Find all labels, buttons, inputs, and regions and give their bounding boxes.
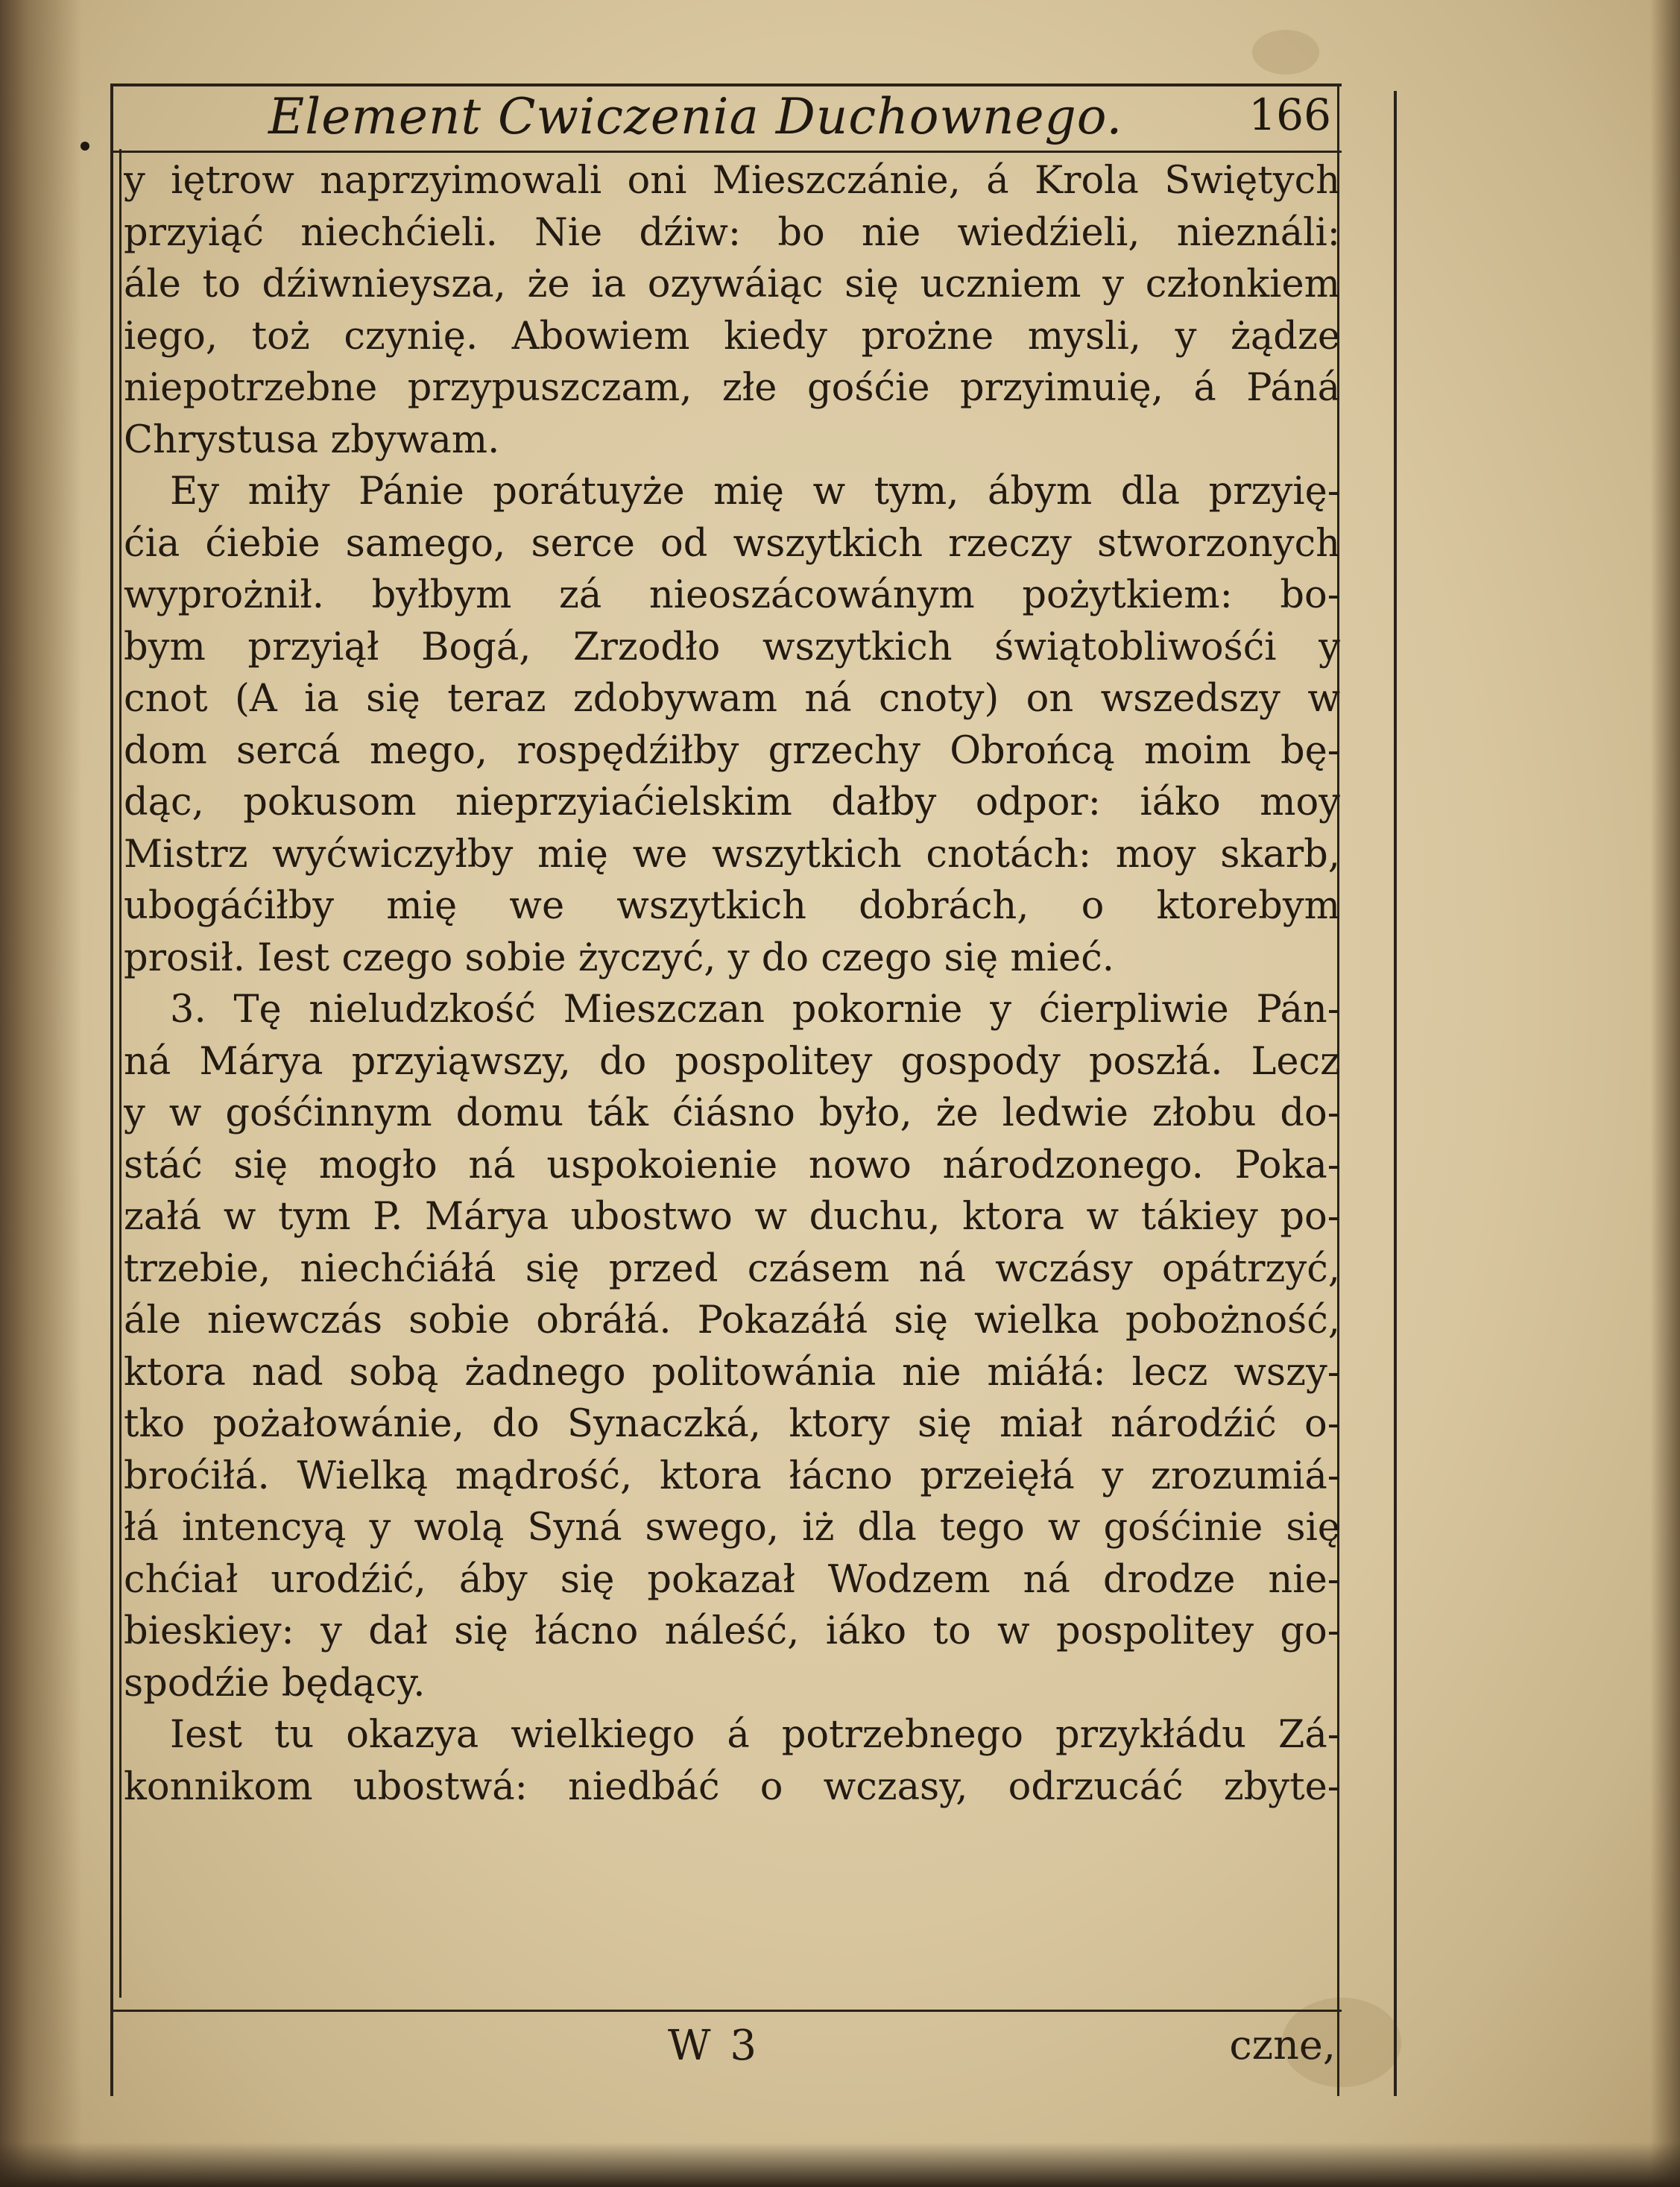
text-line: Mistrz wyćwiczyłby mię we wszytkich cnotách: moy skarb, [124, 832, 1340, 877]
catchword: czne, [1229, 2022, 1336, 2068]
body-text [124, 155, 1340, 1813]
text-line: ále niewczás sobie obráłá. Pokazáłá się wielka pobożność, [124, 1298, 1340, 1342]
text-line: bym przyiął Bogá, Zrzodło wszytkich świątobliwośći y [124, 625, 1340, 669]
text-line: przyiąć niechćieli. Nie dźiw: bo nie wiedźieli, nieználi: [124, 210, 1340, 255]
text-line: łá intencyą y wolą Syná swego, iż dla tego w gośćinie się [124, 1506, 1340, 1550]
header-rule [110, 151, 1342, 153]
margin-ink-dot [80, 142, 89, 151]
text-line: tko pożałowánie, do Synaczká, ktory się miał národźić o- [124, 1402, 1340, 1446]
text-line: Chrystusa zbywam. [124, 417, 500, 462]
text-line: Ey miły Pánie porátuyże mię w tym, ábym dla przyię- [170, 470, 1340, 514]
text-line: ále to dźiwnieysza, że ia ozywáiąc się uczniem y członkiem [124, 262, 1340, 306]
text-line: prosił. Iest czego sobie życzyć, y do czego się mieć. [124, 935, 1114, 980]
text-line: spodźie będący. [124, 1661, 426, 1705]
text-line: trzebie, niechćiáłá się przed czásem ná wczásy opátrzyć, [124, 1246, 1340, 1291]
text-line: cnot (A ia się teraz zdobywam ná cnoty) on wszedszy w [124, 677, 1340, 721]
text-line: załá w tym P. Márya ubostwo w duchu, ktora w tákiey po- [124, 1195, 1340, 1239]
text-line: dom sercá mego, rospędźiłby grzechy Obrońcą moim bę- [124, 728, 1340, 773]
text-line: y w gośćinnym domu ták ćiásno było, że ledwie złobu do- [124, 1091, 1340, 1135]
inner-left-rule [119, 149, 121, 1998]
text-line: niepotrzebne przypuszczam, złe gośćie przyimuię, á Páná [124, 366, 1340, 410]
text-line: wyprożnił. byłbym zá nieoszácowánym pożytkiem: bo- [124, 573, 1340, 617]
text-line: 3. Tę nieludzkość Mieszczan pokornie y ćierpliwie Pán- [170, 988, 1340, 1032]
spine-shadow [0, 0, 82, 2187]
page-edge-right [1650, 0, 1680, 2187]
text-line: bieskiey: y dał się łácno náleść, iáko to w pospolitey go- [124, 1609, 1340, 1653]
text-line: ktora nad sobą żadnego politowánia nie miáłá: lecz wszy- [124, 1350, 1340, 1395]
signature-mark: W 3 [668, 2022, 760, 2070]
page-edge-bottom [0, 2142, 1680, 2187]
text-line: iego, toż czynię. Abowiem kiedy prożne mysli, y żądze [124, 314, 1340, 359]
page-number: 166 [1248, 89, 1331, 140]
footer-rule [110, 2010, 1342, 2012]
text-line: chćiał urodźić, áby się pokazał Wodzem ná drodze nie- [124, 1557, 1340, 1602]
text-line: Iest tu okazya wielkiego á potrzebnego przykłádu Zá- [170, 1713, 1340, 1757]
left-frame-rule [110, 83, 113, 2096]
text-line: ná Márya przyiąwszy, do pospolitey gospody poszłá. Lecz [124, 1039, 1340, 1084]
text-line: y iętrow naprzyimowali oni Mieszczánie, á Krola Swiętych [124, 159, 1340, 203]
text-line: broćiłá. Wielką mądrość, ktora łácno przeięłá y zrozumiá- [124, 1454, 1340, 1498]
text-line: konnikom ubostwá: niedbáć o wczasy, odrzucáć zbyte- [124, 1764, 1340, 1809]
page-header [157, 88, 1342, 148]
paper-stain [1252, 30, 1319, 75]
page-footer [124, 2022, 1340, 2081]
text-line: dąc, pokusom nieprzyiaćielskim dałby odpor: iáko moy [124, 780, 1340, 824]
text-line: ćia ćiebie samego, serce od wszytkich rzeczy stworzonych [124, 521, 1340, 566]
running-title: Element Cwiczenia Duchownego. [268, 88, 1123, 145]
top-rule [110, 83, 1342, 86]
text-line: ubogáćiłby mię we wszytkich dobrách, o ktorebym [124, 884, 1340, 928]
text-line: stáć się mogło ná uspokoienie nowo národzonego. Poka- [124, 1143, 1340, 1187]
outer-right-rule [1394, 91, 1397, 2096]
